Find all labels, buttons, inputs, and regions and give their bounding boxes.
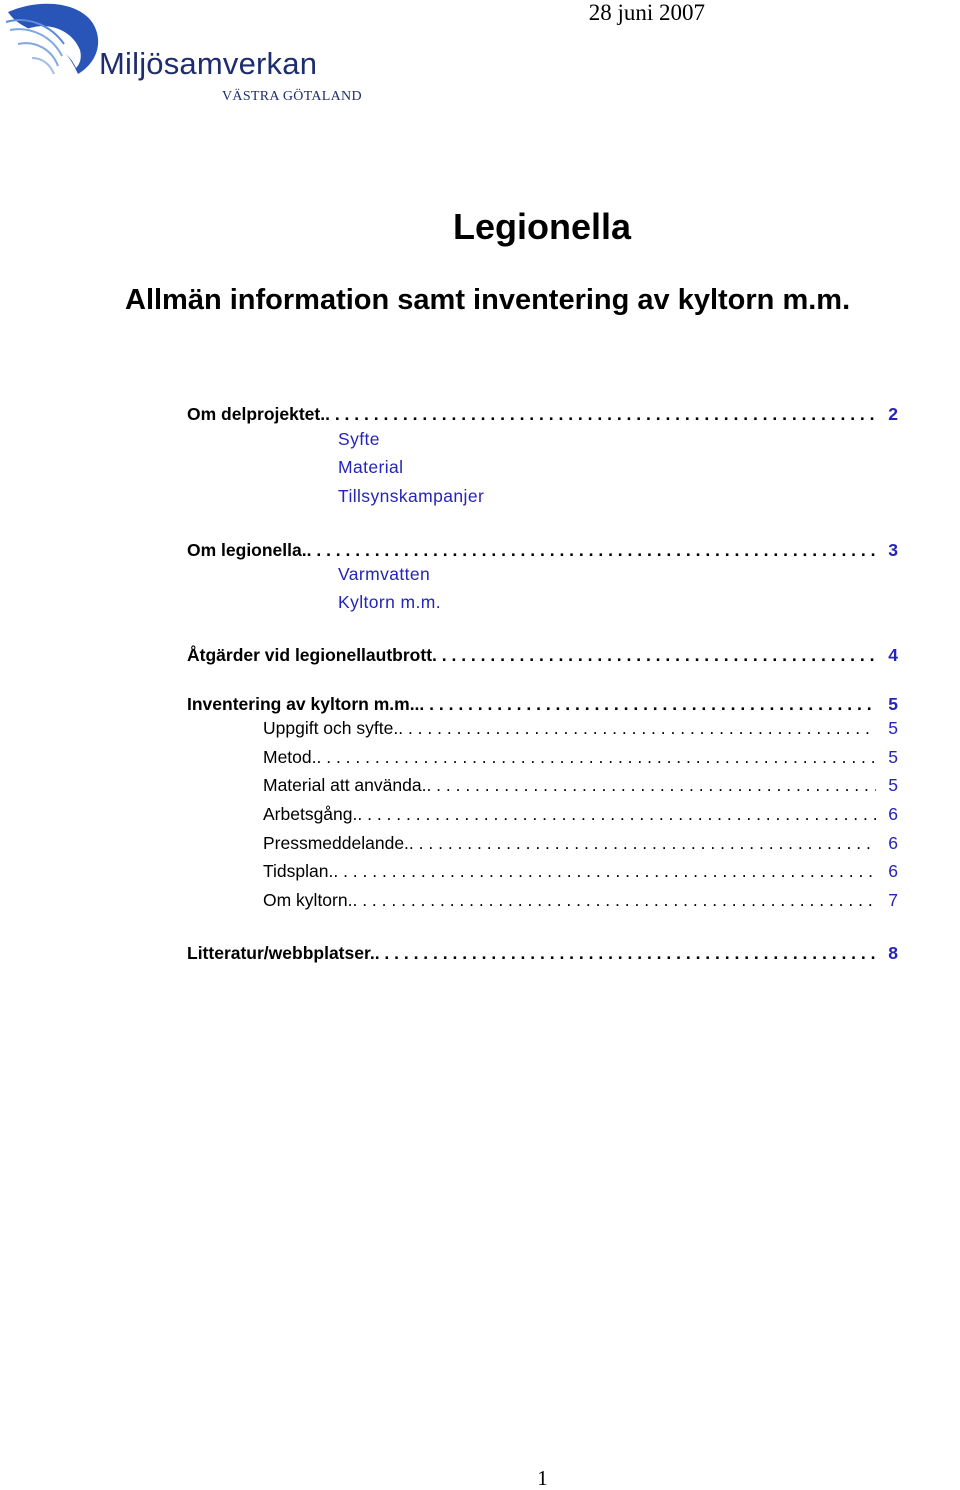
toc-entry-title: Pressmeddelande. bbox=[263, 833, 409, 853]
toc-entry-title: Om kyltorn. bbox=[263, 890, 353, 910]
toc-entry-page: 5 bbox=[888, 694, 898, 714]
toc-entry-title: Metod. bbox=[263, 747, 317, 767]
toc-entry-page: 3 bbox=[888, 540, 898, 560]
toc-subitem[interactable]: Syfte bbox=[338, 429, 380, 449]
toc-subentry[interactable] bbox=[263, 802, 898, 826]
toc-entry-title: Uppgift och syfte. bbox=[263, 718, 399, 738]
toc-entry-title: Material att använda. bbox=[263, 775, 427, 795]
toc-subentry[interactable] bbox=[263, 831, 898, 855]
toc-subentry[interactable] bbox=[263, 745, 898, 769]
toc-subentry[interactable] bbox=[263, 888, 898, 912]
toc-leader-dots bbox=[409, 831, 876, 855]
toc-entry[interactable] bbox=[187, 941, 898, 965]
toc-subitem[interactable]: Tillsynskampanjer bbox=[338, 486, 485, 506]
toc-entry[interactable] bbox=[187, 538, 898, 562]
toc-subentry[interactable] bbox=[263, 716, 898, 740]
toc-entry[interactable] bbox=[187, 402, 898, 426]
toc-entry-page: 5 bbox=[888, 747, 898, 767]
toc-leader-dots bbox=[317, 745, 877, 769]
toc-leader-dots bbox=[426, 773, 876, 797]
toc-entry[interactable] bbox=[187, 692, 898, 716]
toc-entry-title: Inventering av kyltorn m.m.. bbox=[187, 694, 420, 714]
toc-entry-page: 4 bbox=[888, 645, 898, 665]
toc-leader-dots bbox=[333, 859, 876, 883]
toc-entry-page: 6 bbox=[888, 804, 898, 824]
toc-entry-page: 5 bbox=[888, 718, 898, 738]
toc-entry-page: 7 bbox=[888, 890, 898, 910]
toc-subentry[interactable] bbox=[263, 859, 898, 883]
toc-leader-dots bbox=[307, 538, 876, 562]
toc-entry-page: 6 bbox=[888, 861, 898, 881]
toc-leader-dots bbox=[432, 643, 876, 667]
toc-leader-dots bbox=[325, 402, 876, 426]
toc-subitem[interactable]: Varmvatten bbox=[338, 564, 431, 584]
logo-region: VÄSTRA GÖTALAND bbox=[222, 89, 362, 104]
toc-entry-title: Arbetsgång. bbox=[263, 804, 358, 824]
toc-subitem[interactable]: Kyltorn m.m. bbox=[338, 592, 442, 612]
toc-entry-title: Om legionella. bbox=[187, 540, 307, 560]
toc-leader-dots bbox=[375, 941, 876, 965]
toc-entry-page: 5 bbox=[888, 775, 898, 795]
logo-wave-icon bbox=[0, 0, 110, 90]
toc-entry-title: Tidsplan. bbox=[263, 861, 334, 881]
toc-leader-dots bbox=[352, 888, 876, 912]
page-subtitle: Allmän information samt inventering av kyltorn m.m. bbox=[125, 284, 851, 316]
toc-entry-title: Om delprojektet. bbox=[187, 404, 326, 424]
logo bbox=[0, 0, 380, 115]
toc-entry-title: Åtgärder vid legionellautbrott bbox=[187, 645, 433, 665]
toc-entry-page: 8 bbox=[888, 943, 898, 963]
toc-entry-title: Litteratur/webbplatser. bbox=[187, 943, 375, 963]
logo-name: Miljösamverkan bbox=[99, 46, 318, 81]
toc-entry-page: 6 bbox=[888, 833, 898, 853]
toc-leader-dots bbox=[419, 692, 876, 716]
toc-subentry[interactable] bbox=[263, 773, 898, 797]
toc-entry-page: 2 bbox=[888, 404, 898, 424]
page-title: Legionella bbox=[452, 206, 632, 247]
toc-subitem[interactable]: Material bbox=[338, 457, 404, 477]
document-date: 28 juni 2007 bbox=[588, 0, 705, 25]
toc-entry[interactable] bbox=[187, 643, 898, 667]
toc-leader-dots bbox=[398, 716, 876, 740]
toc-leader-dots bbox=[357, 802, 876, 826]
page-number: 1 bbox=[537, 1466, 548, 1490]
